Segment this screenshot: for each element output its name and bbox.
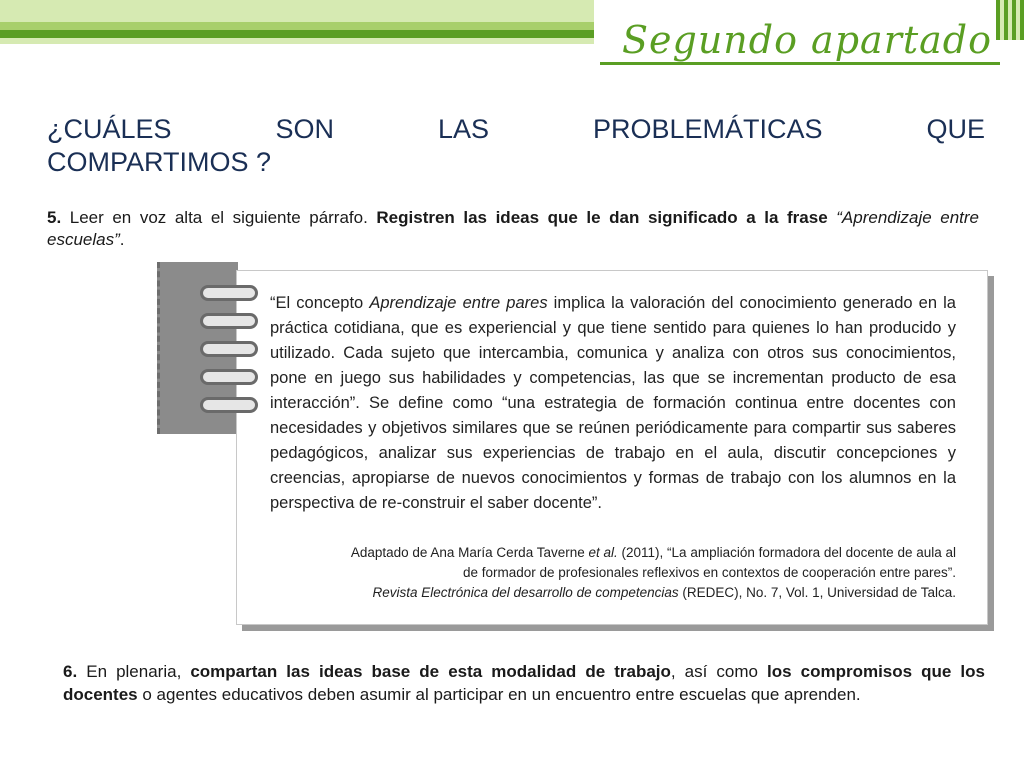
heading-word: PROBLEMÁTICAS xyxy=(592,114,823,144)
quote-part: “El concepto xyxy=(270,294,370,312)
instruction-text: En plenaria, xyxy=(77,662,191,681)
spiral-ring-icon xyxy=(200,397,258,413)
citation-part: (REDEC), No. 7, Vol. 1, Universidad de Talca. xyxy=(678,585,956,600)
heading-word: LAS xyxy=(437,114,490,144)
instruction-text: Leer en voz alta el siguiente párrafo. xyxy=(61,208,377,227)
heading-line-1 xyxy=(47,113,985,146)
quote-text xyxy=(270,291,956,516)
instruction-bold: Registren las ideas que le dan significado a la frase xyxy=(376,208,828,227)
instruction-bold: compartan las ideas base de esta modalidad de trabajo xyxy=(190,662,671,681)
spiral-ring-icon xyxy=(200,341,258,357)
instruction-bold: los compromisos que los docentes xyxy=(63,662,985,704)
instruction-6 xyxy=(63,660,985,706)
item-number: 6. xyxy=(63,662,78,681)
heading-word: ¿CUÁLES xyxy=(47,114,172,144)
instruction-5 xyxy=(47,207,979,251)
heading-word: SON xyxy=(275,114,335,144)
header-stripe-4 xyxy=(0,38,600,44)
quote-italic: Aprendizaje entre pares xyxy=(369,294,548,312)
slide-title: Segundo apartado xyxy=(621,18,992,62)
citation-part: (2011), “La ampliación formadora del docente de aula al de formador de profesionales reflexivos en contextos de cooperación entre pares”. xyxy=(462,545,956,580)
item-number: 5. xyxy=(47,208,62,227)
quote-part: implica la valoración del conocimiento generado en la práctica cotidiana, que es experiencial y que tiene sentido para quienes lo han producido y utilizado. Cada sujeto que intercambia, comunica y analiza con otros sus conocimientos, pone en juego sus habilidades y competencias, las que se incrementan producto de esa interacción”. Se define como “una estrategia de formación continua entre docentes con necesidades y objetivos similares que se reúnen periódicamente para compartir sus saberes pedagógicos, analizar sus experiencias de trabajo en el aula, discutir concepciones y creencias, apropiarse de nuevos conocimientos y formas de trabajo con los alumnos en la perspectiva de re-construir el saber docente”. xyxy=(270,294,956,512)
citation-journal: Revista Electrónica del desarrollo de competencias xyxy=(372,585,679,600)
spiral-ring-icon xyxy=(200,313,258,329)
heading-line-2: COMPARTIMOS ? xyxy=(47,147,272,177)
citation-part: Adaptado de Ana María Cerda Taverne xyxy=(350,545,589,560)
instruction-italic: “Aprendizaje entre escuelas” xyxy=(47,208,980,249)
title-underline xyxy=(600,62,1000,65)
instruction-text: . xyxy=(119,230,125,249)
instruction-text xyxy=(828,208,837,227)
citation-italic: et al. xyxy=(588,545,618,560)
spiral-ring-icon xyxy=(200,285,258,301)
instruction-text: , así como xyxy=(670,662,768,681)
header-right-bars xyxy=(996,0,1024,40)
citation xyxy=(350,543,956,603)
heading-word: QUE xyxy=(926,114,985,144)
section-heading xyxy=(47,113,985,179)
instruction-text: o agentes educativos deben asumir al participar en un encuentro entre escuelas que aprenden. xyxy=(137,685,861,704)
spiral-ring-icon xyxy=(200,369,258,385)
